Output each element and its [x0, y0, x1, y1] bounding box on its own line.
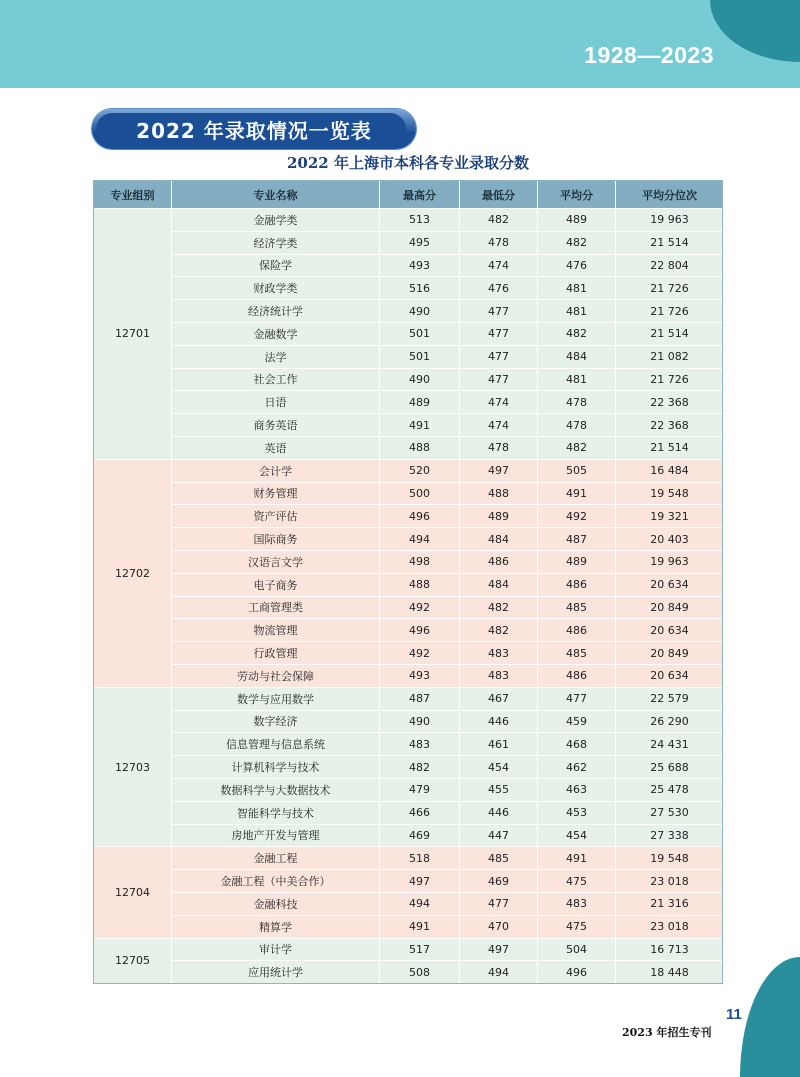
table-row: [94, 459, 724, 482]
min-score-cell: 484: [460, 528, 538, 551]
group-code-cell: 12701: [94, 209, 172, 460]
avg-score-cell: 482: [538, 322, 616, 345]
major-cell: 商务英语: [172, 414, 380, 437]
table-row: [94, 414, 724, 437]
major-cell: 物流管理: [172, 619, 380, 642]
avg-score-cell: 454: [538, 824, 616, 847]
min-score-cell: 477: [460, 368, 538, 391]
min-score-cell: 474: [460, 391, 538, 414]
min-score-cell: 477: [460, 345, 538, 368]
min-score-cell: 483: [460, 664, 538, 687]
min-score-cell: 476: [460, 277, 538, 300]
header-avg: 平均分: [538, 181, 616, 209]
avg-score-cell: 491: [538, 482, 616, 505]
table-row: [94, 254, 724, 277]
rank-cell: 21 082: [616, 345, 724, 368]
admission-score-table: [93, 180, 724, 984]
avg-score-cell: 481: [538, 277, 616, 300]
header-min: 最低分: [460, 181, 538, 209]
max-score-cell: 479: [380, 778, 460, 801]
rank-cell: 21 514: [616, 436, 724, 459]
table-row: [94, 870, 724, 893]
banner-corner-decoration: [710, 0, 800, 62]
major-cell: 审计学: [172, 938, 380, 961]
max-score-cell: 494: [380, 528, 460, 551]
avg-score-cell: 485: [538, 642, 616, 665]
max-score-cell: 520: [380, 459, 460, 482]
table-row: [94, 596, 724, 619]
avg-score-cell: 492: [538, 505, 616, 528]
avg-score-cell: 481: [538, 300, 616, 323]
min-score-cell: 477: [460, 892, 538, 915]
avg-score-cell: 496: [538, 961, 616, 984]
max-score-cell: 498: [380, 550, 460, 573]
max-score-cell: 495: [380, 231, 460, 254]
rank-cell: 19 963: [616, 209, 724, 232]
min-score-cell: 470: [460, 915, 538, 938]
major-cell: 金融工程（中美合作）: [172, 870, 380, 893]
max-score-cell: 508: [380, 961, 460, 984]
avg-score-cell: 453: [538, 801, 616, 824]
rank-cell: 20 634: [616, 619, 724, 642]
min-score-cell: 454: [460, 756, 538, 779]
table-row: [94, 322, 724, 345]
avg-score-cell: 468: [538, 733, 616, 756]
max-score-cell: 492: [380, 596, 460, 619]
rank-cell: 21 726: [616, 300, 724, 323]
table-row: [94, 345, 724, 368]
avg-score-cell: 482: [538, 231, 616, 254]
table-row: [94, 801, 724, 824]
min-score-cell: 482: [460, 209, 538, 232]
avg-score-cell: 486: [538, 619, 616, 642]
rank-cell: 20 403: [616, 528, 724, 551]
group-code-cell: 12703: [94, 687, 172, 847]
table-row: [94, 505, 724, 528]
major-cell: 计算机科学与技术: [172, 756, 380, 779]
max-score-cell: 490: [380, 368, 460, 391]
major-cell: 财务管理: [172, 482, 380, 505]
table-row: [94, 391, 724, 414]
max-score-cell: 500: [380, 482, 460, 505]
min-score-cell: 461: [460, 733, 538, 756]
max-score-cell: 490: [380, 710, 460, 733]
rank-cell: 24 431: [616, 733, 724, 756]
header-group: 专业组别: [94, 181, 172, 209]
major-cell: 智能科学与技术: [172, 801, 380, 824]
min-score-cell: 469: [460, 870, 538, 893]
major-cell: 英语: [172, 436, 380, 459]
header-max: 最高分: [380, 181, 460, 209]
avg-score-cell: 477: [538, 687, 616, 710]
table-row: [94, 847, 724, 870]
max-score-cell: 496: [380, 619, 460, 642]
major-cell: 数字经济: [172, 710, 380, 733]
rank-cell: 19 548: [616, 482, 724, 505]
min-score-cell: 483: [460, 642, 538, 665]
year-range: 1928—2023: [584, 42, 714, 68]
rank-cell: 21 514: [616, 231, 724, 254]
min-score-cell: 478: [460, 436, 538, 459]
max-score-cell: 488: [380, 436, 460, 459]
min-score-cell: 446: [460, 801, 538, 824]
min-score-cell: 489: [460, 505, 538, 528]
max-score-cell: 518: [380, 847, 460, 870]
table-row: [94, 778, 724, 801]
major-cell: 金融科技: [172, 892, 380, 915]
table-row: [94, 938, 724, 961]
major-cell: 数据科学与大数据技术: [172, 778, 380, 801]
min-score-cell: 484: [460, 573, 538, 596]
rank-cell: 22 368: [616, 391, 724, 414]
avg-score-cell: 505: [538, 459, 616, 482]
max-score-cell: 494: [380, 892, 460, 915]
major-cell: 资产评估: [172, 505, 380, 528]
major-cell: 应用统计学: [172, 961, 380, 984]
major-cell: 社会工作: [172, 368, 380, 391]
table-row: [94, 300, 724, 323]
major-cell: 精算学: [172, 915, 380, 938]
max-score-cell: 487: [380, 687, 460, 710]
table-row: [94, 436, 724, 459]
table-row: [94, 209, 724, 232]
rank-cell: 21 316: [616, 892, 724, 915]
table-row: [94, 733, 724, 756]
table-row: [94, 961, 724, 984]
min-score-cell: 497: [460, 938, 538, 961]
rank-cell: 18 448: [616, 961, 724, 984]
min-score-cell: 478: [460, 231, 538, 254]
rank-cell: 27 338: [616, 824, 724, 847]
max-score-cell: 469: [380, 824, 460, 847]
avg-score-cell: 491: [538, 847, 616, 870]
corner-wave-decoration: [740, 957, 800, 1077]
header-rank: 平均分位次: [616, 181, 724, 209]
major-cell: 保险学: [172, 254, 380, 277]
max-score-cell: 490: [380, 300, 460, 323]
major-cell: 劳动与社会保障: [172, 664, 380, 687]
group-code-cell: 12704: [94, 847, 172, 938]
max-score-cell: 466: [380, 801, 460, 824]
avg-score-cell: 463: [538, 778, 616, 801]
table-row: [94, 231, 724, 254]
major-cell: 金融学类: [172, 209, 380, 232]
rank-cell: 22 368: [616, 414, 724, 437]
major-cell: 国际商务: [172, 528, 380, 551]
rank-cell: 25 478: [616, 778, 724, 801]
table-row: [94, 368, 724, 391]
max-score-cell: 516: [380, 277, 460, 300]
min-score-cell: 474: [460, 254, 538, 277]
avg-score-cell: 504: [538, 938, 616, 961]
max-score-cell: 513: [380, 209, 460, 232]
rank-cell: 20 634: [616, 664, 724, 687]
min-score-cell: 477: [460, 322, 538, 345]
min-score-cell: 482: [460, 596, 538, 619]
table-row: [94, 550, 724, 573]
max-score-cell: 491: [380, 414, 460, 437]
avg-score-cell: 478: [538, 414, 616, 437]
min-score-cell: 477: [460, 300, 538, 323]
rank-cell: 19 548: [616, 847, 724, 870]
avg-score-cell: 481: [538, 368, 616, 391]
avg-score-cell: 486: [538, 664, 616, 687]
major-cell: 经济统计学: [172, 300, 380, 323]
avg-score-cell: 483: [538, 892, 616, 915]
major-cell: 电子商务: [172, 573, 380, 596]
rank-cell: 19 321: [616, 505, 724, 528]
page-number: 11: [726, 1006, 742, 1023]
max-score-cell: 497: [380, 870, 460, 893]
rank-cell: 27 530: [616, 801, 724, 824]
min-score-cell: 467: [460, 687, 538, 710]
major-cell: 行政管理: [172, 642, 380, 665]
header-major: 专业名称: [172, 181, 380, 209]
table-row: [94, 710, 724, 733]
table-row: [94, 915, 724, 938]
min-score-cell: 455: [460, 778, 538, 801]
avg-score-cell: 476: [538, 254, 616, 277]
min-score-cell: 486: [460, 550, 538, 573]
min-score-cell: 474: [460, 414, 538, 437]
min-score-cell: 482: [460, 619, 538, 642]
rank-cell: 23 018: [616, 915, 724, 938]
rank-cell: 23 018: [616, 870, 724, 893]
major-cell: 经济学类: [172, 231, 380, 254]
major-cell: 财政学类: [172, 277, 380, 300]
max-score-cell: 493: [380, 664, 460, 687]
avg-score-cell: 475: [538, 870, 616, 893]
table-row: [94, 277, 724, 300]
major-cell: 房地产开发与管理: [172, 824, 380, 847]
top-banner: [0, 0, 800, 88]
rank-cell: 20 849: [616, 596, 724, 619]
max-score-cell: 496: [380, 505, 460, 528]
table-subtitle: 2022 年上海市本科各专业录取分数: [287, 154, 529, 172]
avg-score-cell: 487: [538, 528, 616, 551]
avg-score-cell: 486: [538, 573, 616, 596]
major-cell: 金融工程: [172, 847, 380, 870]
avg-score-cell: 482: [538, 436, 616, 459]
rank-cell: 20 634: [616, 573, 724, 596]
avg-score-cell: 462: [538, 756, 616, 779]
max-score-cell: 491: [380, 915, 460, 938]
rank-cell: 21 726: [616, 277, 724, 300]
major-cell: 信息管理与信息系统: [172, 733, 380, 756]
avg-score-cell: 484: [538, 345, 616, 368]
max-score-cell: 489: [380, 391, 460, 414]
table-row: [94, 687, 724, 710]
min-score-cell: 446: [460, 710, 538, 733]
min-score-cell: 447: [460, 824, 538, 847]
table-row: [94, 642, 724, 665]
table-row: [94, 528, 724, 551]
group-code-cell: 12705: [94, 938, 172, 984]
max-score-cell: 501: [380, 322, 460, 345]
max-score-cell: 482: [380, 756, 460, 779]
min-score-cell: 497: [460, 459, 538, 482]
rank-cell: 22 804: [616, 254, 724, 277]
min-score-cell: 494: [460, 961, 538, 984]
max-score-cell: 492: [380, 642, 460, 665]
rank-cell: 21 514: [616, 322, 724, 345]
avg-score-cell: 478: [538, 391, 616, 414]
max-score-cell: 488: [380, 573, 460, 596]
table-row: [94, 482, 724, 505]
rank-cell: 16 713: [616, 938, 724, 961]
min-score-cell: 488: [460, 482, 538, 505]
rank-cell: 22 579: [616, 687, 724, 710]
avg-score-cell: 489: [538, 209, 616, 232]
table-body: [94, 209, 724, 984]
major-cell: 法学: [172, 345, 380, 368]
avg-score-cell: 475: [538, 915, 616, 938]
table-row: [94, 619, 724, 642]
table-header-row: [94, 181, 724, 209]
rank-cell: 16 484: [616, 459, 724, 482]
rank-cell: 19 963: [616, 550, 724, 573]
rank-cell: 21 726: [616, 368, 724, 391]
table-row: [94, 664, 724, 687]
table-row: [94, 892, 724, 915]
major-cell: 金融数学: [172, 322, 380, 345]
max-score-cell: 493: [380, 254, 460, 277]
max-score-cell: 517: [380, 938, 460, 961]
max-score-cell: 483: [380, 733, 460, 756]
rank-cell: 25 688: [616, 756, 724, 779]
rank-cell: 26 290: [616, 710, 724, 733]
table-row: [94, 573, 724, 596]
table-row: [94, 824, 724, 847]
major-cell: 数学与应用数学: [172, 687, 380, 710]
min-score-cell: 485: [460, 847, 538, 870]
issue-label: 2023 年招生专刊: [622, 1026, 712, 1039]
major-cell: 工商管理类: [172, 596, 380, 619]
title-badge: [92, 109, 416, 149]
group-code-cell: 12702: [94, 459, 172, 687]
avg-score-cell: 459: [538, 710, 616, 733]
avg-score-cell: 489: [538, 550, 616, 573]
major-cell: 汉语言文学: [172, 550, 380, 573]
table-row: [94, 756, 724, 779]
major-cell: 日语: [172, 391, 380, 414]
page-title: 2022 年录取情况一览表: [136, 118, 372, 143]
avg-score-cell: 485: [538, 596, 616, 619]
max-score-cell: 501: [380, 345, 460, 368]
rank-cell: 20 849: [616, 642, 724, 665]
major-cell: 会计学: [172, 459, 380, 482]
